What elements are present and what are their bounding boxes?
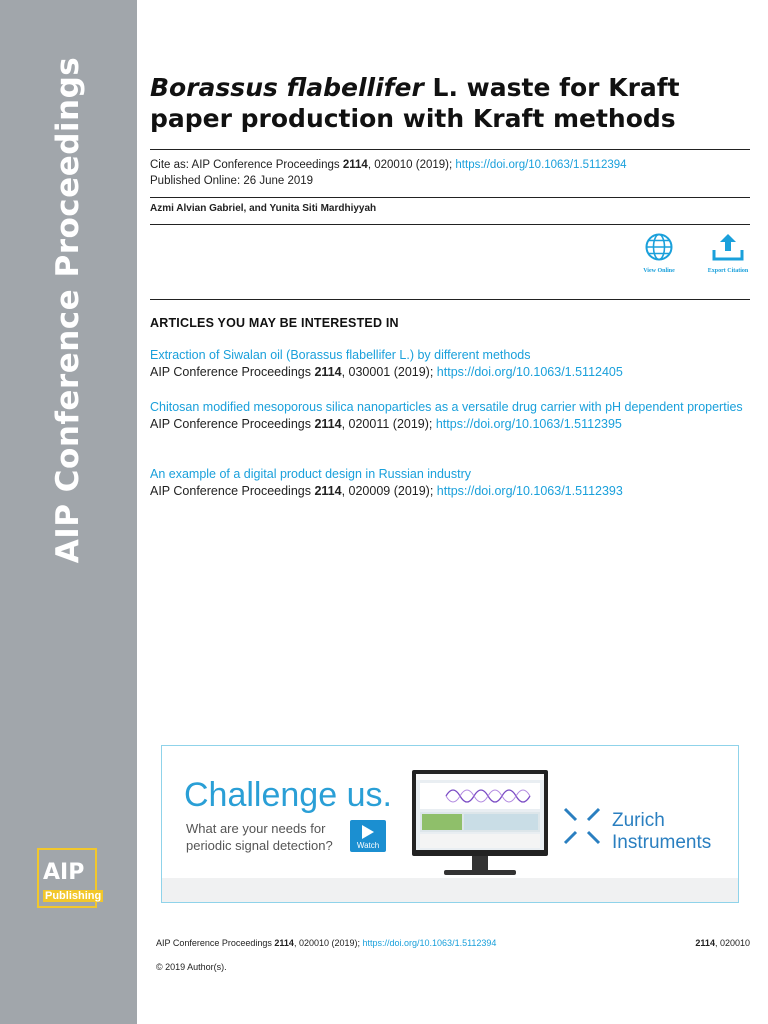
divider	[150, 149, 750, 150]
related-article-cite	[150, 416, 750, 433]
sidebar	[0, 0, 137, 1024]
cite-suffix: , 020010 (2019);	[367, 159, 456, 171]
cite-volume: 2114	[342, 159, 368, 171]
watch-button[interactable]	[350, 820, 386, 852]
play-icon	[362, 825, 374, 839]
citation-block	[150, 157, 627, 189]
divider	[150, 224, 750, 225]
zurich-instruments-logo-icon	[562, 806, 602, 846]
view-online-label: View Online	[643, 268, 675, 274]
divider	[150, 299, 750, 300]
cite-prefix: AIP Conference Proceedings	[150, 365, 315, 379]
globe-icon	[644, 232, 674, 262]
authors: Azmi Alvian Gabriel, and Yunita Siti Mardhiyyah	[150, 203, 377, 214]
published-date: Published Online: 26 June 2019	[150, 175, 314, 187]
watch-label: Watch	[356, 841, 380, 850]
title-species: Borassus flabellifer	[150, 73, 424, 102]
list-item	[150, 466, 750, 500]
page-footer	[156, 938, 750, 948]
cite-prefix: AIP Conference Proceedings	[150, 417, 315, 431]
related-article-link[interactable]: Chitosan modified mesoporous silica nanoparticles as a versatile drug carrier with pH dependent properties	[150, 400, 743, 414]
related-article-cite	[150, 364, 750, 381]
cite-volume: 2114	[274, 938, 294, 948]
logo-text-aip: AIP	[43, 860, 85, 885]
ad-headline: Challenge us.	[184, 776, 392, 814]
list-item	[150, 399, 750, 433]
ad-footer-strip	[162, 878, 738, 902]
monitor-stand	[472, 856, 488, 870]
copyright: © 2019 Author(s).	[156, 962, 227, 972]
doi-link[interactable]: https://doi.org/10.1063/1.5112405	[436, 365, 623, 379]
cite-suffix: , 030001 (2019);	[341, 365, 437, 379]
monitor-base	[444, 870, 516, 875]
doi-link[interactable]: https://doi.org/10.1063/1.5112393	[436, 484, 623, 498]
cite-line	[150, 157, 627, 173]
related-article-cite	[150, 483, 750, 500]
cite-suffix: , 020009 (2019);	[341, 484, 437, 498]
advertisement-banner[interactable]	[161, 745, 739, 903]
list-item	[150, 347, 750, 381]
aip-publishing-logo[interactable]	[37, 848, 102, 908]
related-articles-heading: ARTICLES YOU MAY BE INTERESTED IN	[150, 316, 399, 330]
cite-volume: 2114	[314, 484, 342, 498]
cite-suffix: , 020011 (2019);	[341, 417, 436, 431]
cite-prefix: AIP Conference Proceedings	[150, 484, 315, 498]
cite-prefix: AIP Conference Proceedings	[156, 938, 275, 948]
page-article-number: , 020010	[714, 938, 750, 948]
page-volume: 2114	[695, 938, 715, 948]
related-article-link[interactable]: Extraction of Siwalan oil (Borassus flabellifer L.) by different methods	[150, 348, 531, 362]
export-icon	[711, 232, 745, 262]
cite-volume: 2114	[314, 365, 342, 379]
doi-link[interactable]: https://doi.org/10.1063/1.5112394	[362, 938, 497, 948]
waveform-graphic	[416, 774, 544, 850]
logo-text-publishing: Publishing	[45, 890, 102, 902]
cite-prefix: Cite as: AIP Conference Proceedings	[150, 159, 343, 171]
view-online-button[interactable]	[631, 232, 687, 274]
brand-line: Instruments	[612, 832, 712, 853]
title-rest: L. waste for Kraft paper production with Kraft methods	[150, 73, 680, 133]
doi-link[interactable]: https://doi.org/10.1063/1.5112395	[435, 417, 622, 431]
related-article-link[interactable]: An example of a digital product design in Russian industry	[150, 467, 472, 481]
paper-title	[150, 72, 750, 134]
brand-line: Zurich	[612, 810, 665, 831]
cite-volume: 2114	[314, 417, 342, 431]
ad-subtext-line: What are your needs for	[186, 821, 326, 836]
journal-name: AIP Conference Proceedings	[50, 56, 86, 564]
doi-link[interactable]: https://doi.org/10.1063/1.5112394	[455, 159, 627, 171]
cite-suffix: , 020010 (2019);	[293, 938, 363, 948]
export-citation-button[interactable]	[700, 232, 756, 274]
ad-subtext-line: periodic signal detection?	[186, 838, 333, 853]
zurich-instruments-brand	[612, 810, 711, 854]
ad-subtext	[186, 820, 333, 854]
monitor-graphic	[412, 770, 548, 856]
page-number	[695, 938, 750, 948]
export-citation-label: Export Citation	[707, 268, 749, 274]
divider	[150, 197, 750, 198]
software-screenshot	[416, 774, 544, 850]
